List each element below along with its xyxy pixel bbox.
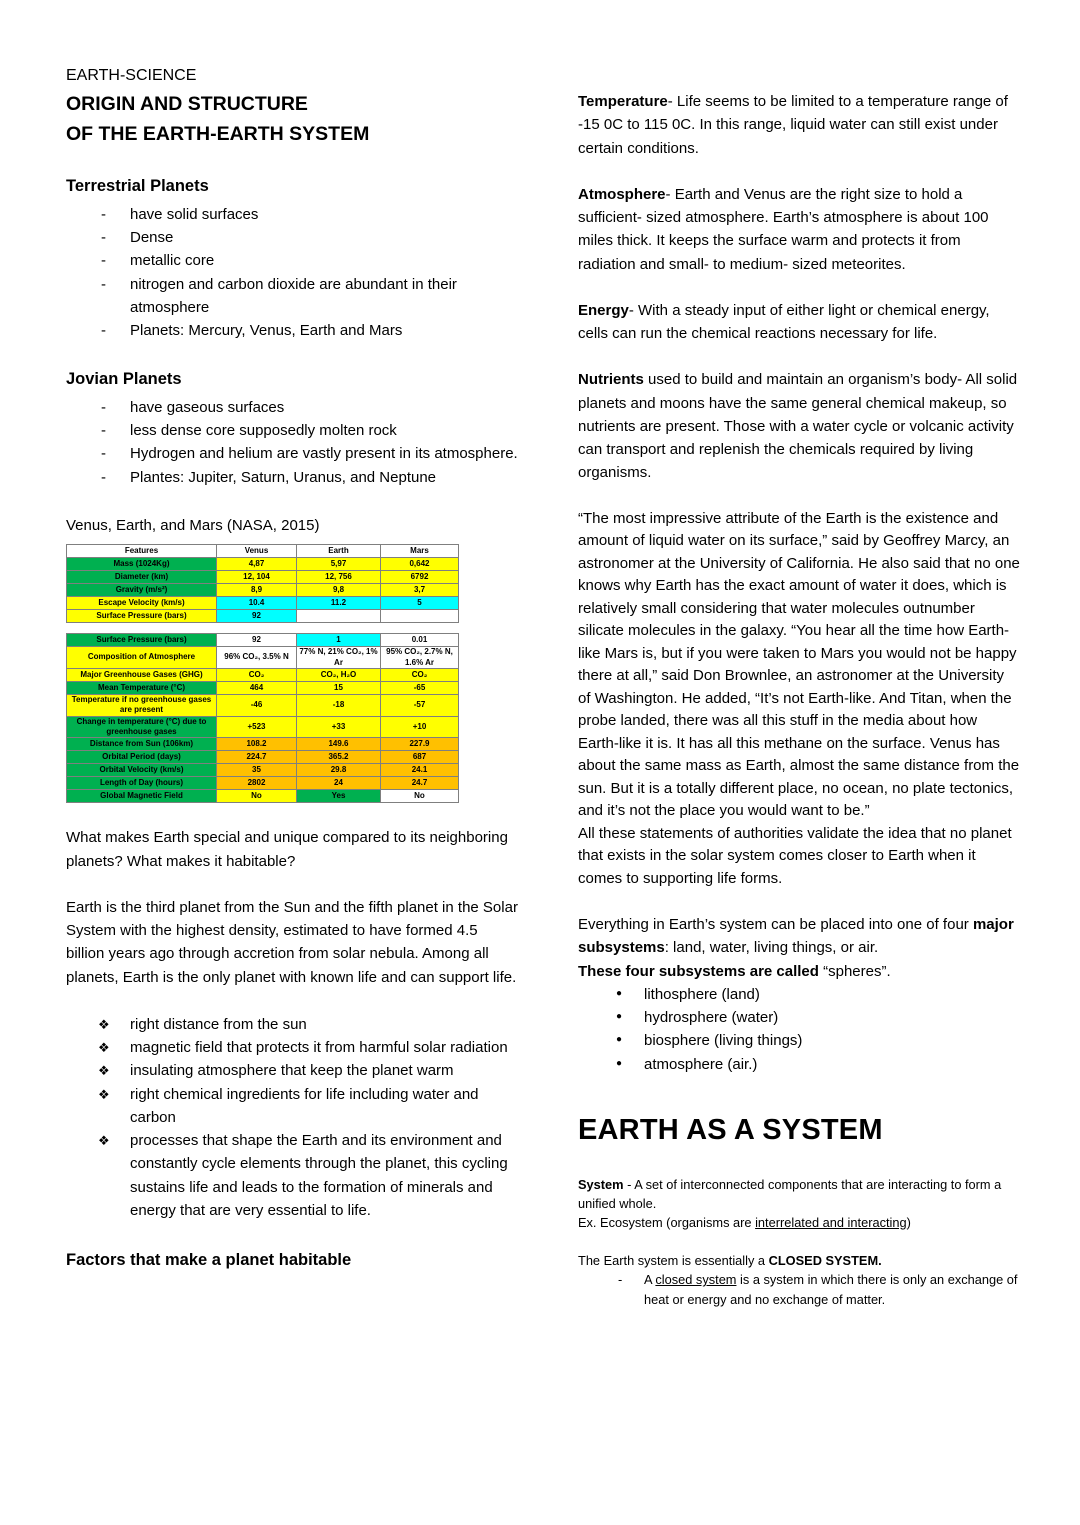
list-item: ❖ processes that shape the Earth and its environment and constantly cycle elements through the planet, this cycling sustains life and leads to the formation of minerals and energy that are very essential to life. (66, 1129, 518, 1222)
value-cell: -65 (381, 681, 459, 694)
jovian-list (66, 396, 518, 489)
quote-text: “The most impressive attribute of the Earth is the existence and amount of liquid water on its surface,” said by Geoffrey Marcy, an astronomer at the University of California. He also said that no one knows why Earth has the exact amount of water it does, which is relatively small considering that water molecules outnumber silicate molecules in the galaxy. “You hear all the time how Earth-like Mars is, but if you were taken to Mars you would not be happy there at all,” said Don Brownlee, an astronomer at the University of Washington. He added, “It’s not Earth-like. And Titan, when the probe landed, there was all this stuff in the media about how Earth-like it is. It has all this methane on the surface. Venus has about the same mass as Earth, almost the same distance from the sun. But it is a totally different place, no ocean, no plate tectonics, and it’s not the place you would want to be.” (578, 509, 1020, 819)
closed-system-list (578, 1270, 1020, 1308)
closed-system-statement (578, 1251, 1020, 1270)
list-item (578, 1270, 1020, 1308)
value-cell: -18 (297, 694, 381, 716)
value-cell: 95% CO₂, 2.7% N, 1.6% Ar (381, 647, 459, 669)
value-cell: 35 (217, 764, 297, 777)
feature-cell: Length of Day (hours) (67, 777, 217, 790)
example-post: ) (906, 1215, 911, 1231)
list-item: - nitrogen and carbon dioxide are abundant in their atmosphere (66, 273, 518, 320)
table-row (67, 738, 459, 751)
example-pre: Ex. Ecosystem (organisms are (578, 1215, 756, 1231)
value-cell: 8,9 (217, 584, 297, 597)
left-column (66, 64, 518, 1309)
list-item: ● biosphere (living things) (578, 1029, 1020, 1052)
value-cell: 365.2 (297, 751, 381, 764)
system-definition (578, 1175, 1020, 1213)
value-cell: -57 (381, 694, 459, 716)
feature-cell: Mean Temperature (°C) (67, 681, 217, 694)
closed-pre: The Earth system is essentially a (578, 1253, 769, 1269)
feature-cell: Surface Pressure (bars) (67, 634, 217, 647)
value-cell: 108.2 (217, 738, 297, 751)
table-row (67, 647, 459, 669)
quote-paragraph (578, 508, 1020, 891)
subsystems-pre: Everything in Earth’s system can be placed into one of four (578, 916, 973, 933)
closed-bold: CLOSED SYSTEM. (768, 1253, 882, 1269)
section-body: - With a steady input of either light or chemical energy, cells can run the chemical reactions necessary for life. (578, 301, 990, 342)
value-cell: 24 (297, 777, 381, 790)
value-cell: 12, 756 (297, 571, 381, 584)
section-body: - Life seems to be limited to a temperature range of -15 0C to 115 0C. In this range, liquid water can still exist under certain conditions. (578, 93, 1008, 157)
subsystems-bold: major subsystems (578, 916, 1014, 957)
list-item: - have gaseous surfaces (66, 396, 518, 419)
planet-comparison-table (66, 544, 459, 623)
spheres-lead: These four subsystems are called (578, 962, 819, 980)
value-cell: 96% CO₂, 3.5% N (217, 647, 297, 669)
planet-comparison-table-part2 (66, 633, 459, 803)
value-cell (297, 610, 381, 623)
doc-kicker: EARTH-SCIENCE (66, 67, 197, 84)
value-cell: 92 (217, 610, 297, 623)
doc-title (66, 89, 518, 149)
table-row (67, 751, 459, 764)
system-definition-block (578, 1175, 1020, 1309)
value-cell: 227.9 (381, 738, 459, 751)
list-item: - Hydrogen and helium are vastly present in its atmosphere. (66, 442, 518, 465)
value-cell: 4,87 (217, 558, 297, 571)
table-row (67, 668, 459, 681)
feature-cell: Mass (1024Kg) (67, 558, 217, 571)
value-cell: 24.7 (381, 777, 459, 790)
list-item: ❖ right chemical ingredients for life including water and carbon (66, 1083, 518, 1130)
section-body: used to build and maintain an organism’s body- All solid planets and moons have the same general chemical makeup, so nutrients are present. Those with a water cycle or volcanic activity can transport and replenish the chemicals required by living organisms. (578, 371, 1018, 482)
value-cell: 687 (381, 751, 459, 764)
table-row (67, 694, 459, 716)
value-cell: +33 (297, 716, 381, 738)
table-row (67, 634, 459, 647)
authorities-text: All these statements of authorities validate the idea that no planet that exists in the solar system comes closer to Earth when it comes to supporting life forms. (578, 824, 1012, 887)
value-cell: 0,642 (381, 558, 459, 571)
col-header-venus: Venus (217, 545, 297, 558)
heading-terrestrial-planets: Terrestrial Planets (66, 177, 209, 196)
value-cell (381, 610, 459, 623)
list-item: - metallic core (66, 249, 518, 272)
heading-factors-habitable: Factors that make a planet habitable (66, 1251, 352, 1270)
feature-cell: Orbital Period (days) (67, 751, 217, 764)
value-cell: 11.2 (297, 597, 381, 610)
value-cell: 92 (217, 634, 297, 647)
earth-intro-paragraph: Earth is the third planet from the Sun and the fifth planet in the Solar System with the highest density, estimated to have formed 4.5 billion years ago through accretion from solar nebula. Among all planets, Earth is the only planet with known life and can support life. (66, 898, 518, 986)
value-cell: 15 (297, 681, 381, 694)
value-cell: 2802 (217, 777, 297, 790)
list-item: - Dense (66, 226, 518, 249)
feature-cell: Global Magnetic Field (67, 790, 217, 803)
value-cell: 5,97 (297, 558, 381, 571)
value-cell: 12, 104 (217, 571, 297, 584)
list-item: - have solid surfaces (66, 203, 518, 226)
table-header-row (67, 545, 459, 558)
system-lead: System (578, 1176, 624, 1192)
list-item: ❖ insulating atmosphere that keep the planet warm (66, 1059, 518, 1082)
value-cell: 224.7 (217, 751, 297, 764)
heading-jovian-planets: Jovian Planets (66, 370, 182, 389)
value-cell: No (381, 790, 459, 803)
table-row (67, 558, 459, 571)
section-nutrients (578, 368, 1020, 484)
value-cell: No (217, 790, 297, 803)
list-item: - less dense core supposedly molten rock (66, 419, 518, 442)
value-cell: 10.4 (217, 597, 297, 610)
value-cell: 9,8 (297, 584, 381, 597)
value-cell: 77% N, 21% CO₂, 1% Ar (297, 647, 381, 669)
value-cell: Yes (297, 790, 381, 803)
value-cell: CO₂, H₂O (297, 668, 381, 681)
spheres-tail: “spheres”. (818, 962, 891, 980)
value-cell: -46 (217, 694, 297, 716)
value-cell: 3,7 (381, 584, 459, 597)
subsystems-paragraph (578, 913, 1020, 983)
table-row (67, 790, 459, 803)
value-cell: 0.01 (381, 634, 459, 647)
section-lead: Temperature (578, 93, 668, 110)
value-cell: 5 (381, 597, 459, 610)
terrestrial-list (66, 203, 518, 343)
value-cell: 29.8 (297, 764, 381, 777)
table-row (67, 584, 459, 597)
table-caption: Venus, Earth, and Mars (NASA, 2015) (66, 516, 320, 534)
section-lead: Nutrients (578, 371, 644, 389)
feature-cell: Temperature if no greenhouse gases are present (67, 694, 217, 716)
value-cell: 1 (297, 634, 381, 647)
value-cell: CO₂ (217, 668, 297, 681)
feature-cell: Orbital Velocity (km/s) (67, 764, 217, 777)
right-column (578, 64, 1020, 1309)
example-underlined: interrelated and interacting (755, 1215, 907, 1231)
subsystems-post: : land, water, living things, or air. (664, 939, 879, 957)
closed-item-post: is a system in which there is only an exchange of heat or energy and no exchange of matter. (644, 1272, 1018, 1307)
section-atmosphere (578, 183, 1020, 276)
list-item: ● atmosphere (air.) (578, 1053, 1020, 1076)
list-item: ● hydrosphere (water) (578, 1006, 1020, 1029)
value-cell: 24.1 (381, 764, 459, 777)
question-paragraph: What makes Earth special and unique compared to its neighboring planets? What makes it habitable? (66, 829, 508, 870)
section-temperature (578, 90, 1020, 160)
feature-cell: Composition of Atmosphere (67, 647, 217, 669)
ecosystem-example (578, 1213, 1020, 1232)
feature-cell: Gravity (m/s²) (67, 584, 217, 597)
list-item: - Planets: Mercury, Venus, Earth and Mars (66, 319, 518, 342)
value-cell: CO₂ (381, 668, 459, 681)
col-header-features: Features (67, 545, 217, 558)
doc-title-line1: ORIGIN AND STRUCTURE (66, 92, 308, 115)
list-item: ● lithosphere (land) (578, 983, 1020, 1006)
list-item: - Plantes: Jupiter, Saturn, Uranus, and Neptune (66, 466, 518, 489)
section-energy (578, 299, 1020, 346)
section-lead: Energy (578, 301, 629, 319)
heading-earth-as-a-system: EARTH AS A SYSTEM (578, 1113, 883, 1146)
value-cell: +523 (217, 716, 297, 738)
table-row (67, 610, 459, 623)
spheres-list (578, 983, 1020, 1076)
section-body: - Earth and Venus are the right size to hold a sufficient- sized atmosphere. Earth’s atmosphere is about 100 miles thick. It keeps the surface warm and protects it from radiation and small- to medium- sized meteorites. (578, 185, 989, 273)
feature-cell: Major Greenhouse Gases (GHG) (67, 668, 217, 681)
section-lead: Atmosphere (578, 185, 666, 203)
system-body: - A set of interconnected components that are interacting to form a unified whole. (578, 1176, 1002, 1211)
table-row (67, 716, 459, 738)
list-item: ❖ magnetic field that protects it from harmful solar radiation (66, 1036, 518, 1059)
closed-item-pre: A (644, 1272, 656, 1288)
table-row (67, 597, 459, 610)
closed-item-underlined: closed system (655, 1272, 737, 1288)
doc-title-line2: OF THE EARTH-EARTH SYSTEM (66, 123, 370, 146)
feature-cell: Diameter (km) (67, 571, 217, 584)
value-cell: +10 (381, 716, 459, 738)
table-row (67, 571, 459, 584)
habitable-factors-list (66, 1013, 518, 1222)
list-item: ❖ right distance from the sun (66, 1013, 518, 1036)
feature-cell: Distance from Sun (106km) (67, 738, 217, 751)
value-cell: 6792 (381, 571, 459, 584)
value-cell: 464 (217, 681, 297, 694)
feature-cell: Escape Velocity (km/s) (67, 597, 217, 610)
col-header-earth: Earth (297, 545, 381, 558)
table-row (67, 777, 459, 790)
table-row (67, 764, 459, 777)
table-row (67, 681, 459, 694)
value-cell: 149.6 (297, 738, 381, 751)
feature-cell: Change in temperature (°C) due to greenhouse gases (67, 716, 217, 738)
feature-cell: Surface Pressure (bars) (67, 610, 217, 623)
col-header-mars: Mars (381, 545, 459, 558)
